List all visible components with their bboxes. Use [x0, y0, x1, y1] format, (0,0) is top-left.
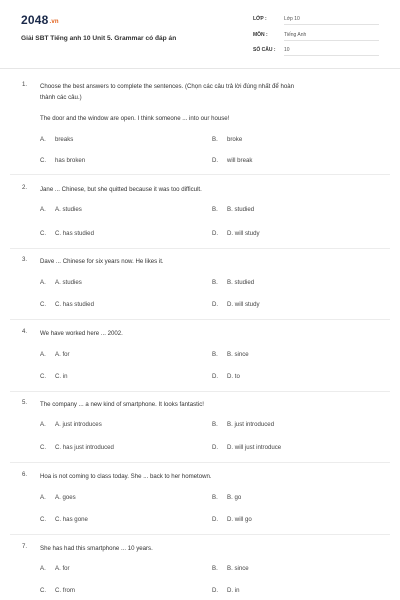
- option-text: C. has just introduced: [55, 444, 114, 451]
- option-text: will break: [227, 157, 253, 164]
- question-text: The company ... a new kind of smartphone. It looks fantastic!: [40, 401, 204, 408]
- question-number: 3.: [22, 256, 28, 263]
- option-letter: D.: [212, 230, 219, 237]
- option-letter: A.: [40, 351, 46, 358]
- question-number: 2.: [22, 184, 28, 191]
- option-letter: B.: [212, 421, 218, 428]
- question-divider: [10, 319, 390, 320]
- question-number: 7.: [22, 543, 28, 550]
- option-letter: A.: [40, 279, 46, 286]
- option-text: B. just introduced: [227, 421, 275, 428]
- option-text: D. to: [227, 373, 240, 380]
- question-divider: [10, 462, 390, 463]
- option-text: B. since: [227, 351, 249, 358]
- question-text: [40, 81, 378, 103]
- option-letter: D.: [212, 587, 219, 594]
- option-letter: C.: [40, 516, 47, 523]
- question-divider: [10, 248, 390, 249]
- option-text: B. studied: [227, 206, 255, 213]
- option-text: broke: [227, 136, 243, 143]
- site-logo[interactable]: [21, 13, 59, 27]
- option-letter: A.: [40, 421, 46, 428]
- option-text: A. for: [55, 351, 70, 358]
- question-text: We have worked here ... 2002.: [40, 330, 123, 337]
- option-text: D. will go: [227, 516, 252, 523]
- option-letter: A.: [40, 206, 46, 213]
- question-number: 6.: [22, 471, 28, 478]
- option-letter: D.: [212, 157, 219, 164]
- option-text: has broken: [55, 157, 86, 164]
- question-text: Dave ... Chinese for six years now. He likes it.: [40, 258, 164, 265]
- question-number: 4.: [22, 328, 28, 335]
- question-text: Hoa is not coming to class today. She ... back to her hometown.: [40, 473, 212, 480]
- option-letter: C.: [40, 230, 47, 237]
- option-text: A. just introduces: [55, 421, 102, 428]
- option-text: D. will just introduce: [227, 444, 282, 451]
- option-letter: D.: [212, 516, 219, 523]
- option-text: D. will study: [227, 301, 260, 308]
- meta-grade-key: LỚP :: [253, 16, 267, 22]
- option-text: C. in: [55, 373, 68, 380]
- question-divider: [10, 174, 390, 175]
- option-text: breaks: [55, 136, 74, 143]
- header-divider: [0, 68, 400, 69]
- logo-suffix: .vn: [49, 19, 59, 25]
- option-letter: C.: [40, 587, 47, 594]
- question-divider: [10, 391, 390, 392]
- option-text: C. from: [55, 587, 75, 594]
- option-letter: B.: [212, 565, 218, 572]
- option-text: A. for: [55, 565, 70, 572]
- option-text: C. has studied: [55, 230, 94, 237]
- option-letter: C.: [40, 444, 47, 451]
- question-number: 1.: [22, 81, 28, 88]
- option-text: B. since: [227, 565, 249, 572]
- worksheet-header: [0, 0, 400, 68]
- logo-main: 2048: [21, 13, 49, 27]
- option-text: D. will study: [227, 230, 260, 237]
- option-text: D. in: [227, 587, 240, 594]
- option-letter: D.: [212, 301, 219, 308]
- meta-grade-value: Lớp 10: [284, 16, 300, 22]
- option-letter: B.: [212, 279, 218, 286]
- question-line: thành các câu.): [40, 94, 82, 101]
- question-line: Choose the best answers to complete the sentences. (Chọn các câu trả lời đúng nhất để hoàn: [40, 83, 294, 90]
- option-letter: A.: [40, 136, 46, 143]
- meta-count-key: SỐ CÂU :: [253, 47, 276, 53]
- option-letter: C.: [40, 157, 47, 164]
- option-text: A. studies: [55, 206, 82, 213]
- option-letter: A.: [40, 494, 46, 501]
- question-divider: [10, 534, 390, 535]
- option-text: B. go: [227, 494, 242, 501]
- meta-subject-key: MÔN :: [253, 32, 268, 38]
- question-text: Jane ... Chinese, but she quitted because it was too difficult.: [40, 186, 202, 193]
- option-letter: C.: [40, 301, 47, 308]
- option-text: A. goes: [55, 494, 76, 501]
- option-letter: D.: [212, 444, 219, 451]
- question-subtext: The door and the window are open. I think someone ... into our house!: [40, 115, 230, 122]
- meta-subject-value: Tiếng Anh: [284, 32, 307, 38]
- option-letter: C.: [40, 373, 47, 380]
- option-letter: D.: [212, 373, 219, 380]
- question-number: 5.: [22, 399, 28, 406]
- document-title: Giải SBT Tiếng anh 10 Unit 5. Grammar có đáp án: [21, 35, 177, 42]
- option-text: B. studied: [227, 279, 255, 286]
- option-text: C. has gone: [55, 516, 88, 523]
- option-letter: B.: [212, 351, 218, 358]
- meta-divider: [284, 55, 379, 56]
- meta-divider: [284, 24, 379, 25]
- option-letter: B.: [212, 136, 218, 143]
- option-letter: B.: [212, 206, 218, 213]
- question-text: She has had this smartphone ... 10 years.: [40, 545, 153, 552]
- meta-count-value: 10: [284, 47, 290, 53]
- option-letter: B.: [212, 494, 218, 501]
- meta-divider: [284, 40, 379, 41]
- option-text: A. studies: [55, 279, 82, 286]
- option-text: C. has studied: [55, 301, 94, 308]
- option-letter: A.: [40, 565, 46, 572]
